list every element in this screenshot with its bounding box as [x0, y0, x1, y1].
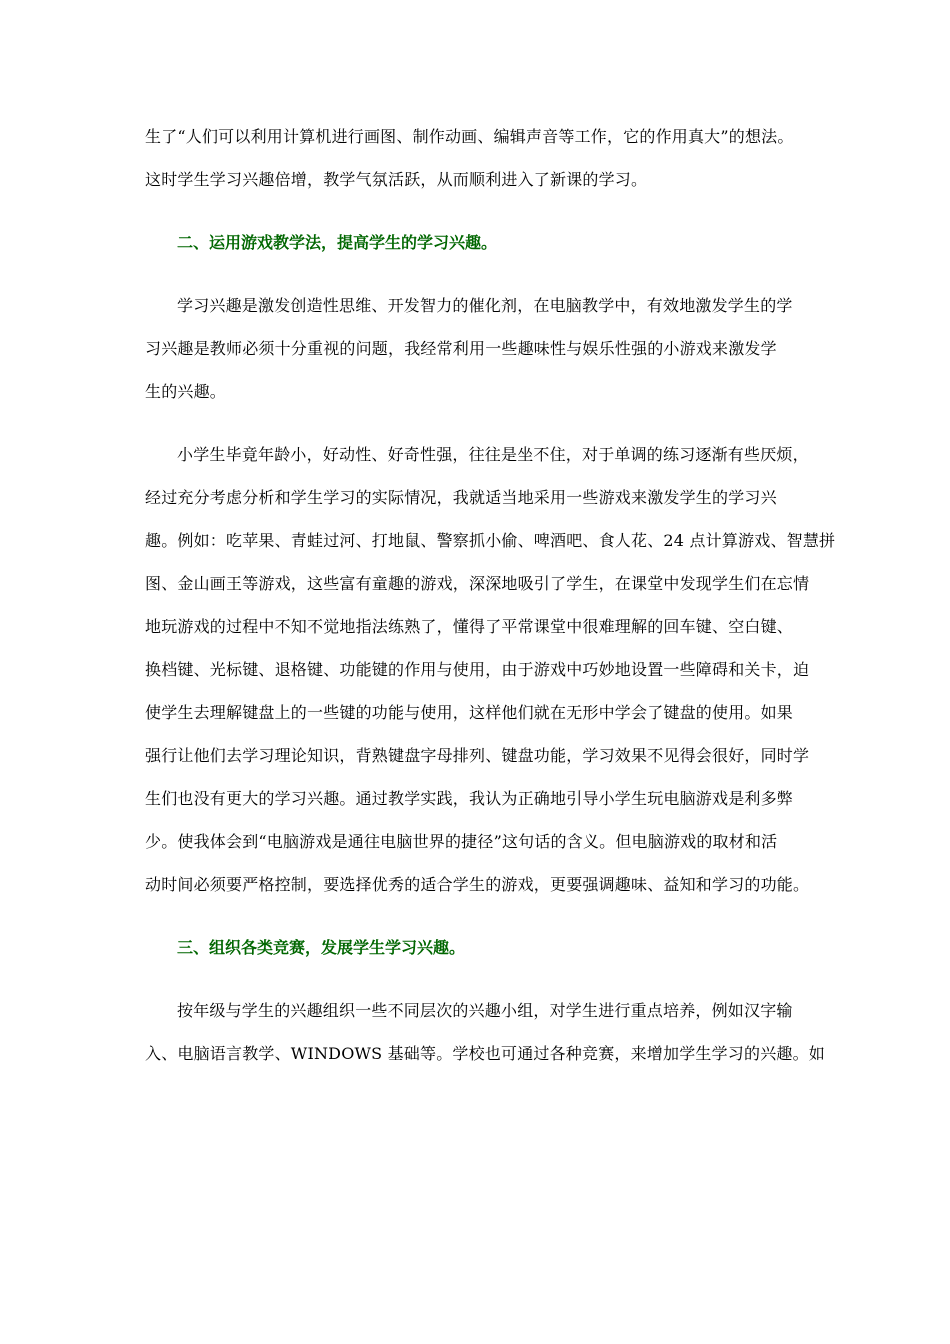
- paragraph-competitions: [145, 989, 826, 1075]
- paragraph-gap: [145, 969, 810, 989]
- text-line: 经过充分考虑分析和学生学习的实际情况，我就适当地采用一些游戏来激发学生的学习兴: [145, 488, 777, 507]
- paragraph-gap: [145, 201, 810, 221]
- text-line: 少。使我体会到“电脑游戏是通往电脑世界的捷径”这句话的含义。但电脑游戏的取材和活: [145, 832, 778, 851]
- paragraph-games: [145, 433, 836, 906]
- paragraph-gap: [145, 906, 810, 926]
- text-line: 动时间必须要严格控制，要选择优秀的适合学生的游戏，更要强调趣味、益知和学习的功能。: [145, 875, 810, 894]
- text-line: 换档键、光标键、退格键、功能键的作用与使用，由于游戏中巧妙地设置一些障碍和关卡，迫: [145, 660, 810, 679]
- paragraph-interest: [145, 284, 810, 413]
- text-line: 按年级与学生的兴趣组织一些不同层次的兴趣小组，对学生进行重点培养，例如汉字输: [177, 1001, 793, 1020]
- text-line: 习兴趣是教师必须十分重视的问题，我经常利用一些趣味性与娱乐性强的小游戏来激发学: [145, 339, 777, 358]
- text-line: 小学生毕竟年龄小，好动性、好奇性强，往往是坐不住，对于单调的练习逐渐有些厌烦，: [177, 445, 809, 464]
- paragraph-gap: [145, 413, 810, 433]
- text-line: 强行让他们去学习理论知识，背熟键盘字母排列、键盘功能，学习效果不见得会很好，同时学: [145, 746, 810, 765]
- text-line: 入、电脑语言教学、WINDOWS 基础等。学校也可通过各种竞赛，来增加学生学习的兴趣。如: [145, 1044, 826, 1063]
- section-heading-2: 二、运用游戏教学法，提高学生的学习兴趣。: [177, 233, 498, 252]
- section-heading-3: 三、组织各类竞赛，发展学生学习兴趣。: [177, 938, 466, 957]
- text-line: 图、金山画王等游戏，这些富有童趣的游戏，深深地吸引了学生，在课堂中发现学生们在忘情: [145, 574, 810, 593]
- text-line: 生的兴趣。: [145, 382, 227, 401]
- document-body: [145, 115, 836, 1075]
- text-line: 生们也没有更大的学习兴趣。通过教学实践，我认为正确地引导小学生玩电脑游戏是利多弊: [145, 789, 794, 808]
- text-line: 学习兴趣是激发创造性思维、开发智力的催化剂，在电脑教学中，有效地激发学生的学: [177, 296, 793, 315]
- paragraph-gap: [145, 264, 810, 284]
- text-line: 使学生去理解键盘上的一些键的功能与使用，这样他们就在无形中学会了键盘的使用。如果: [145, 703, 794, 722]
- text-line: 这时学生学习兴趣倍增，教学气氛活跃，从而顺利进入了新课的学习。: [145, 170, 648, 189]
- paragraph-intro-continuation: [145, 115, 810, 201]
- text-line: 生了“人们可以利用计算机进行画图、制作动画、编辑声音等工作，它的作用真大”的想法。: [145, 127, 794, 146]
- text-line: 地玩游戏的过程中不知不觉地指法练熟了，懂得了平常课堂中很难理解的回车键、空白键、: [145, 617, 794, 636]
- text-line: 趣。例如：吃苹果、青蛙过河、打地鼠、警察抓小偷、啤酒吧、食人花、24 点计算游戏、智慧拼: [145, 531, 836, 550]
